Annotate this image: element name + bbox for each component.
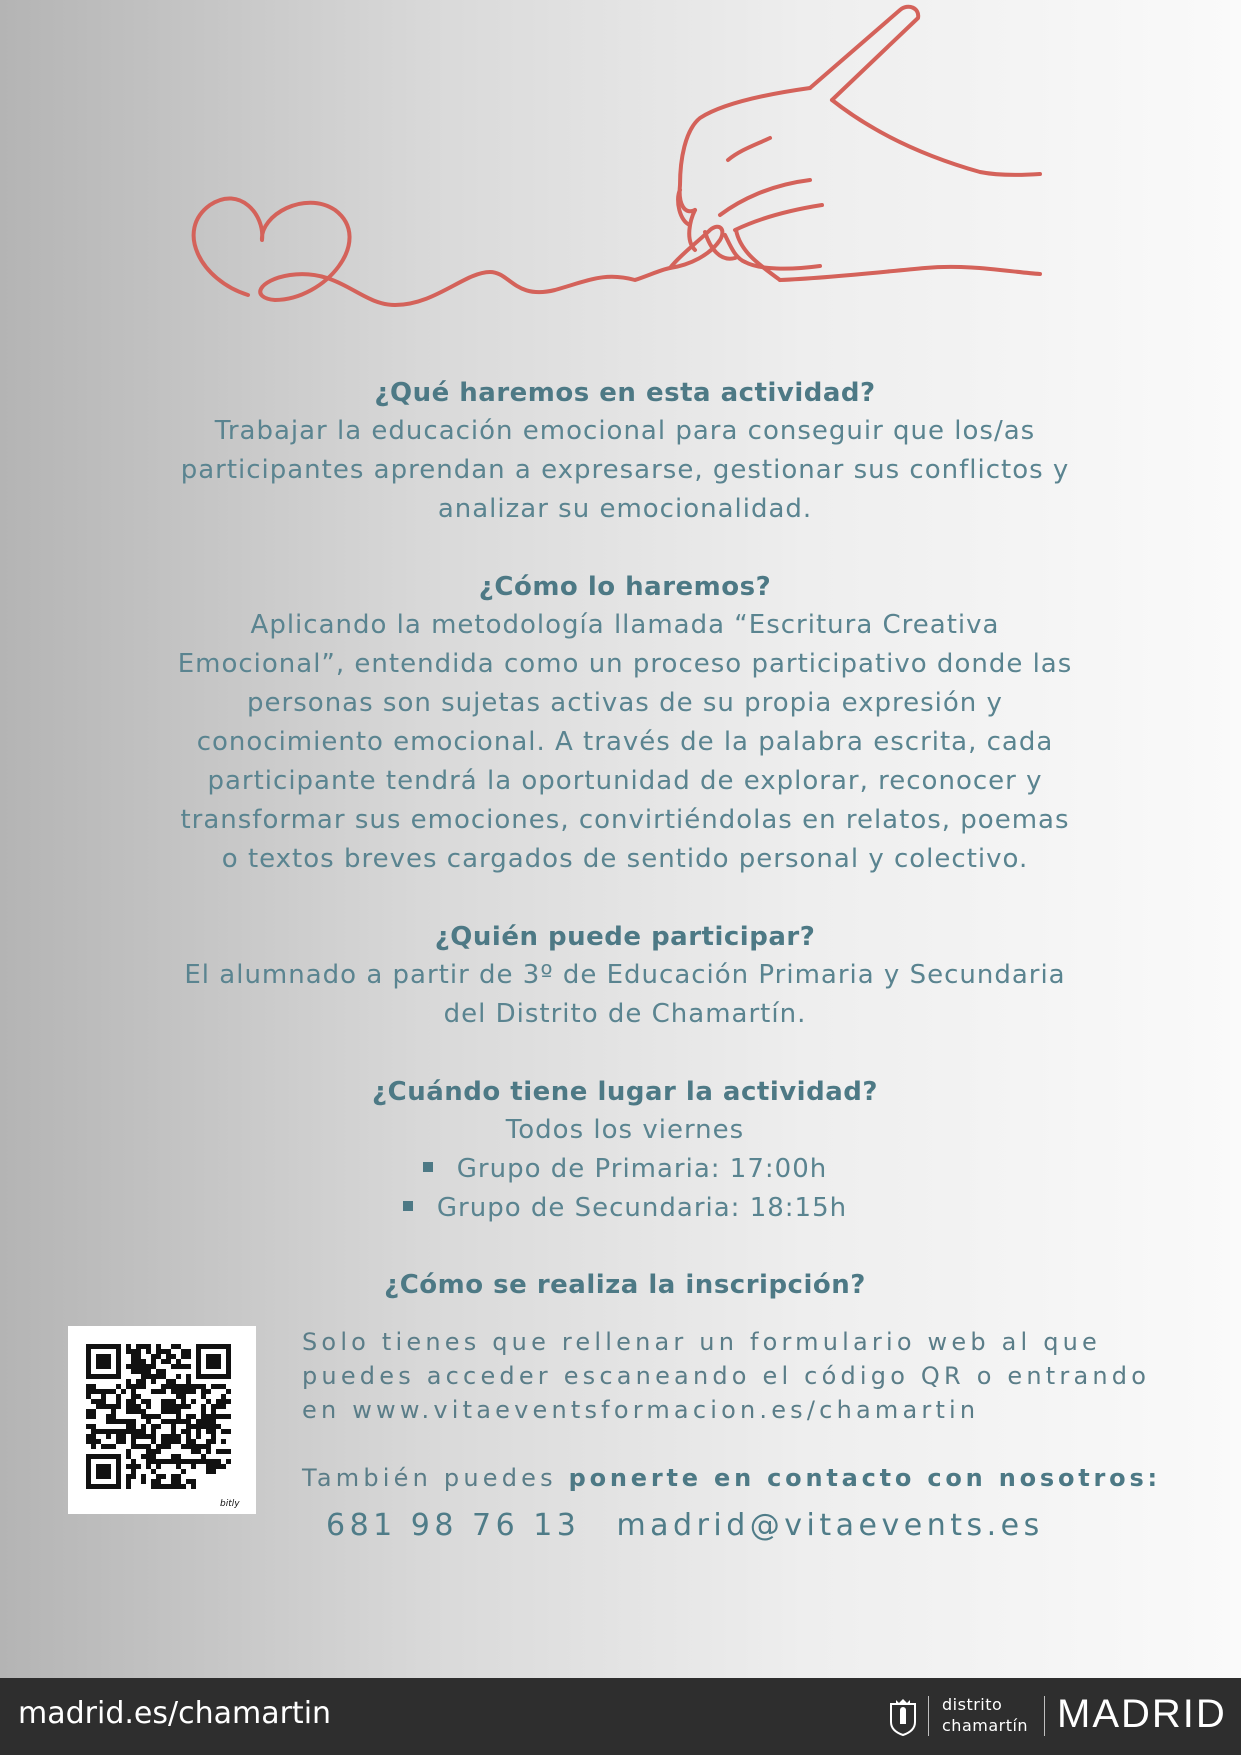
section-who (100, 918, 1150, 1034)
section-text-line: participante tendrá la oportunidad de explorar, reconocer y (207, 766, 1043, 796)
schedule-item-label: Grupo de Primaria: 17:00h (456, 1154, 828, 1184)
list-item (100, 1150, 1150, 1189)
square-bullet-icon (403, 1201, 413, 1211)
footer-divider (1044, 1696, 1045, 1736)
qr-caption: bitly (220, 1499, 240, 1509)
section-text-line: participantes aprendan a expresarse, gestionar sus conflictos y (180, 455, 1070, 485)
section-how (100, 568, 1150, 879)
district-label (942, 1694, 1028, 1736)
qr-code-icon (68, 1326, 256, 1514)
section-text-line: o textos breves cargados de sentido personal y colectivo. (221, 844, 1029, 874)
section-text-line: Trabajar la educación emocional para conseguir que los/as (214, 416, 1036, 446)
hand-writing-heart-illustration (180, 0, 1060, 320)
email-address[interactable]: madrid@vitaevents.es (616, 1508, 1044, 1543)
qr-code[interactable] (68, 1326, 256, 1514)
contact-bold: ponerte en contacto con nosotros: (568, 1464, 1161, 1492)
section-when (100, 1073, 1150, 1228)
section-text-line: Aplicando la metodología llamada “Escritura Creativa (250, 610, 1000, 640)
contact-invite (302, 1461, 1182, 1495)
section-title: ¿Cómo se realiza la inscripción? (384, 1270, 866, 1300)
section-text-line: del Distrito de Chamartín. (443, 999, 807, 1029)
madrid-logo-text: MADRID (1057, 1692, 1227, 1736)
footer-bar (0, 1678, 1241, 1755)
registration-text (302, 1325, 1182, 1427)
list-item (100, 1189, 1150, 1228)
section-text-line: personas son sujetas activas de su propia expresión y (247, 688, 1003, 718)
section-title: ¿Qué haremos en esta actividad? (374, 378, 876, 408)
square-bullet-icon (423, 1162, 433, 1172)
section-title: ¿Cuándo tiene lugar la actividad? (372, 1077, 878, 1107)
section-text-line: Emocional”, entendida como un proceso participativo donde las (177, 649, 1073, 679)
section-text-line: transformar sus emociones, convirtiéndolas en relatos, poemas (180, 805, 1070, 835)
phone-number[interactable]: 681 98 76 13 (326, 1508, 581, 1543)
section-title: ¿Cómo lo haremos? (478, 572, 772, 602)
section-text-line: conocimiento emocional. A través de la palabra escrita, cada (196, 727, 1054, 757)
district-line: chamartín (942, 1716, 1029, 1735)
registration-line: en www.vitaeventsformacion.es/chamartin (302, 1396, 980, 1424)
section-title: ¿Quién puede participar? (434, 922, 816, 952)
registration-line: puedes acceder escaneando el código QR o entrando (302, 1362, 1151, 1390)
section-text-line: analizar su emocionalidad. (437, 494, 813, 524)
madrid-crest-icon (888, 1698, 918, 1736)
contact-prefix: También puedes (302, 1464, 557, 1492)
schedule-item-label: Grupo de Secundaria: 18:15h (436, 1193, 848, 1223)
footer-url[interactable]: madrid.es/chamartin (18, 1696, 332, 1731)
registration-line: Solo tienes que rellenar un formulario web al que (302, 1328, 1102, 1356)
district-line: distrito (942, 1695, 1003, 1714)
contact-details (326, 1508, 1066, 1543)
section-text-line: Todos los viernes (505, 1115, 745, 1145)
section-registration (100, 1266, 1150, 1304)
section-what (100, 374, 1150, 529)
section-text-line: El alumnado a partir de 3º de Educación Primaria y Secundaria (184, 960, 1066, 990)
footer-divider (928, 1696, 929, 1736)
schedule-list (100, 1150, 1150, 1228)
